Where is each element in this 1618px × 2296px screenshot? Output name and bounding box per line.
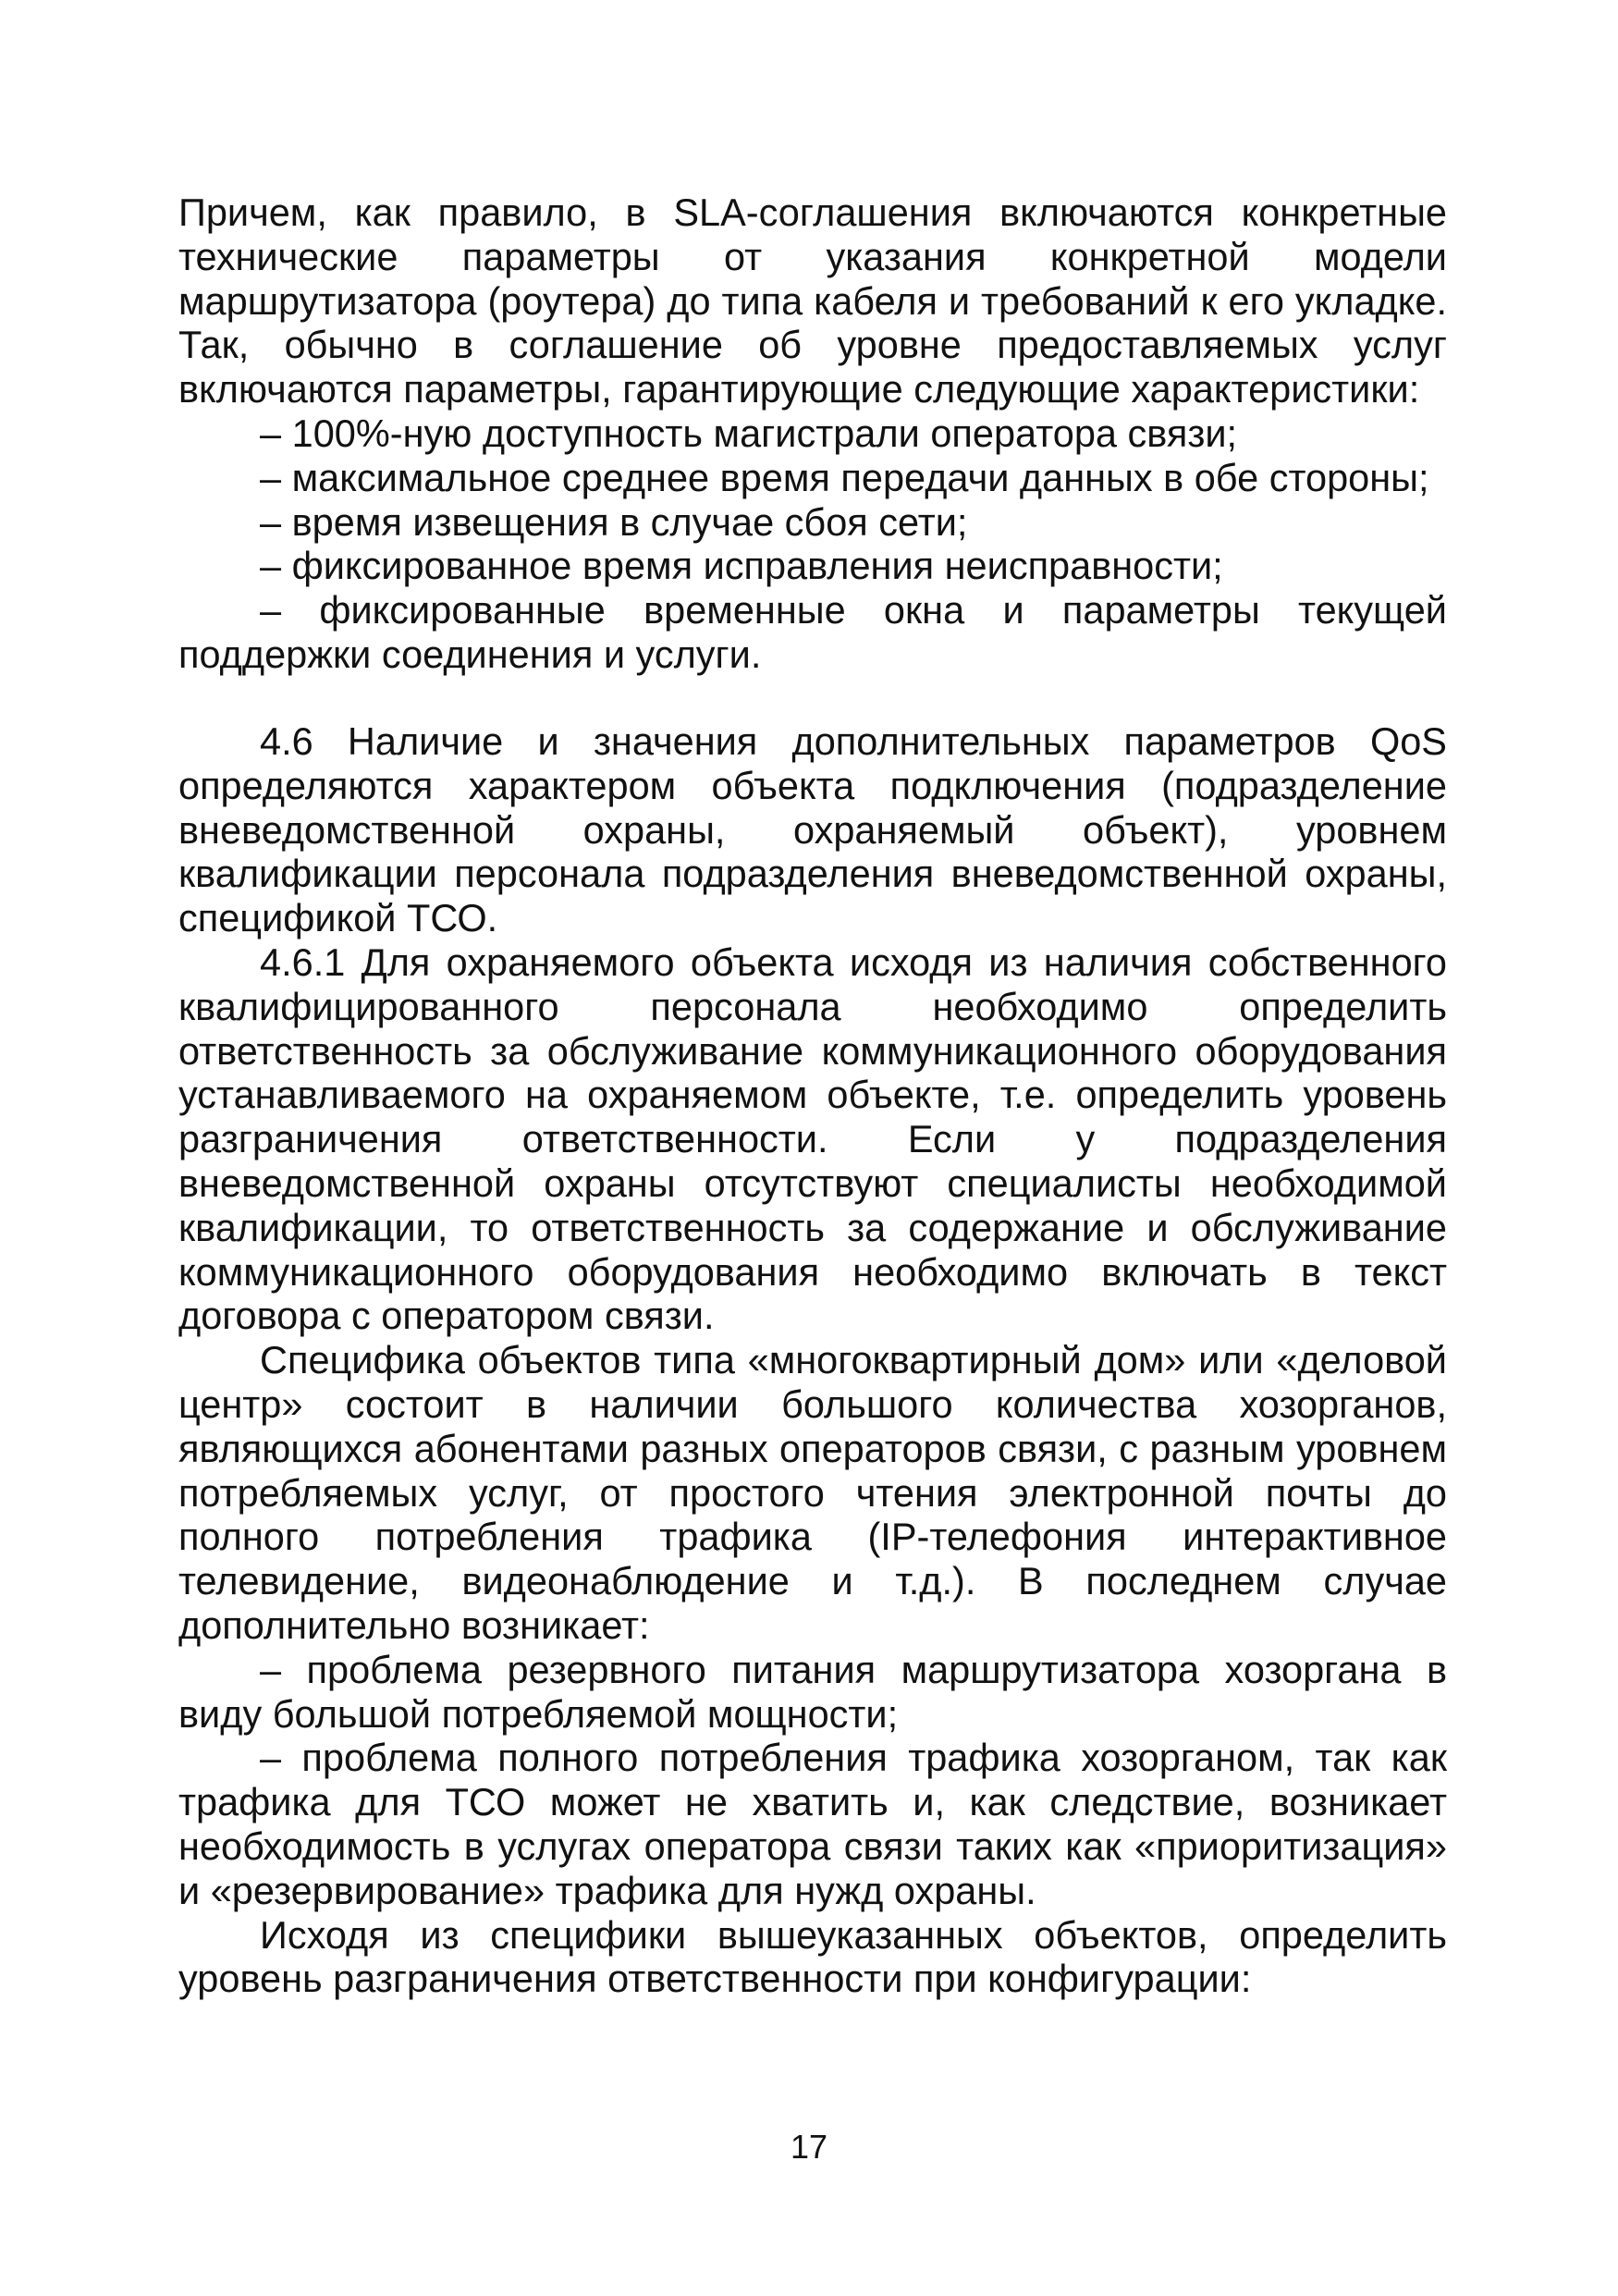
list-item-repair-time: – фиксированное время исправления неисправности; — [260, 544, 1223, 588]
paragraph-sla-intro: Причем, как правило, в SLA-соглашения включаются конкретные технические параметры от указания конкретной модели маршрутизатора (роутера) до типа кабеля и требований к его укладке. Так, обычно в соглашение об уровне предоставляемых услуг включаются параметры, гарантирующие следующие характеристики: — [178, 190, 1447, 411]
list-item-backup-power: – проблема резервного питания маршрутизатора хозоргана в виду большой потребляемой мощности; — [178, 1647, 1447, 1736]
text-block-qos-section — [178, 719, 1447, 2001]
paragraph-section-4-6-1: 4.6.1 Для охраняемого объекта исходя из наличия собственного квалифицированного персонала необходимо определить ответственность за обслуживание коммуникационного оборудования устанавливаемого на охраняемом объекте, т.е. определить уровень разграничения ответственности. Если у подразделения вневедомственной охраны отсутствуют специалисты необходимой квалификации, то ответственность за содержание и обслуживание коммуникационного оборудования необходимо включать в текст договора с оператором связи. — [178, 939, 1447, 1338]
text-block-sla-parameters — [178, 190, 1447, 677]
page-number: 17 — [790, 2128, 828, 2166]
paragraph-object-specifics: Специфика объектов типа «многоквартирный дом» или «деловой центр» состоит в наличии большого количества хозорганов, являющихся абонентами разных операторов связи, с разным уровнем потребляемых услуг, от простого чтения электронной почты до полного потребления трафика (IP-телефония интерактивное телевидение, видеонаблюдение и т.д.). В последнем случае дополнительно возникает: — [178, 1338, 1447, 1647]
list-item-traffic-consumption: – проблема полного потребления трафика хозорганом, так как трафика для ТСО может не хватить и, как следствие, возникает необходимость в услугах оператора связи таких как «приоритизация» и «резервирование» трафика для нужд охраны. — [178, 1736, 1447, 1912]
list-item-transfer-time: – максимальное среднее время передачи данных в обе стороны; — [260, 455, 1429, 499]
paragraph-section-4-6: 4.6 Наличие и значения дополнительных параметров QoS определяются характером объекта подключения (подразделение вневедомственной охраны, охраняемый объект), уровнем квалификации персонала подразделения вневедомственной охраны, спецификой ТСО. — [178, 719, 1447, 940]
paragraph-responsibility-level: Исходя из специфики вышеуказанных объектов, определить уровень разграничения ответственности при конфигурации: — [178, 1912, 1447, 2001]
list-item-notification-time: – время извещения в случае сбоя сети; — [260, 499, 968, 544]
list-item-time-windows: – фиксированные временные окна и параметры текущей поддержки соединения и услуги. — [178, 588, 1447, 676]
list-item-availability: – 100%-ную доступность магистрали оператора связи; — [260, 411, 1238, 455]
